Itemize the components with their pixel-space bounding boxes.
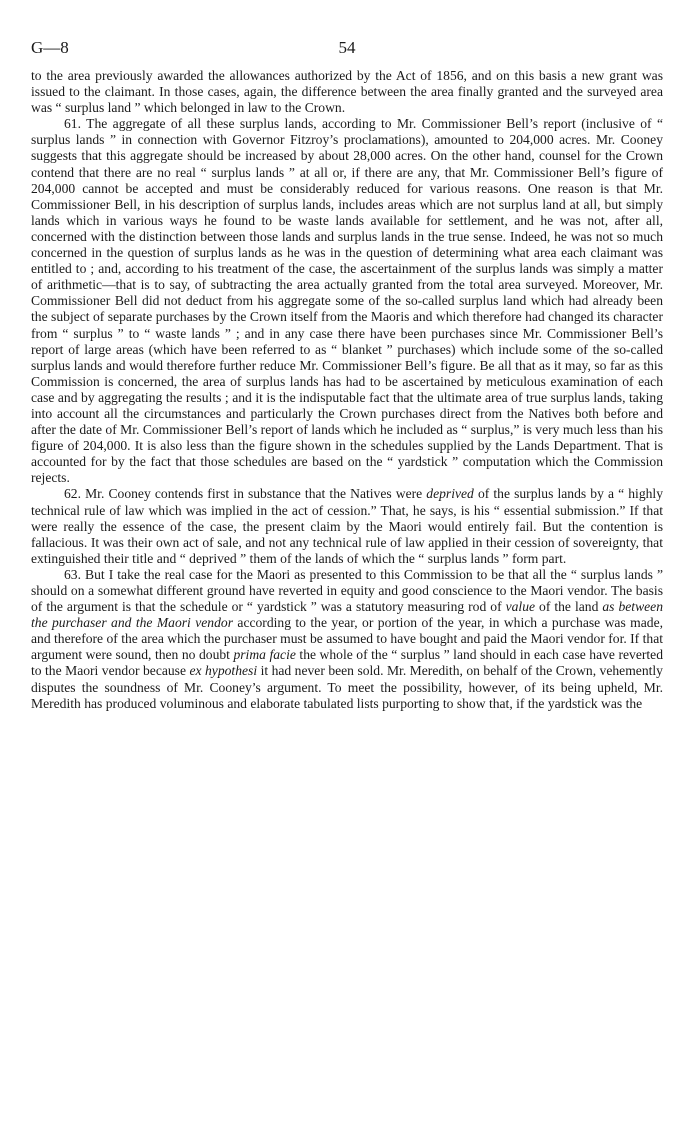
document-code: G—8: [31, 38, 69, 57]
text-run: of the land: [535, 599, 603, 615]
text-run: 62. Mr. Cooney contends first in substance that the Natives were: [64, 486, 427, 502]
paragraph-p61: [31, 116, 663, 486]
page-header: [31, 38, 663, 68]
paragraph-p63: [31, 567, 663, 712]
document-body: [31, 68, 663, 712]
italic-text: deprived: [426, 486, 474, 502]
text-run: according to the year, or portion of the year, in which a purchase was made, and therefore of the area which the purchaser must be assumed to have bought and paid the Maori vendor for. If that argument were sound, then no doubt: [31, 615, 664, 663]
paragraph-p62: [31, 486, 663, 566]
text-run: 61. The aggregate of all these surplus lands, according to Mr. Commissioner Bell’s report (inclusive of “ surplus lands ” in connection with Governor Fitzroy’s proclamations), amounted to 204,000 acres. Mr. Cooney suggests that this aggregate should be increased by about 28,000 acres. On the other hand, counsel for the Crown contend that there are no real “ surplus lands ” at all or, if there are any, that Mr. Commissioner Bell’s figure of 204,000 cannot be accepted and must be considerably reduced for various reasons. One reason is that Mr. Commissioner Bell, in his description of surplus lands, includes areas which are not surplus land at all, but simply lands which in various ways he found to be waste lands available for settlement, and he was not, after all, concerned with the distinction between those lands and surplus lands in the true sense. Indeed, he was not so much concerned in the question of surplus lands as he was in the question of determining what area each claimant was entitled to ; and, according to his treatment of the case, the ascertainment of the surplus lands was simply a matter of arithmetic—that is to say, of subtracting the area actually granted from the total area surveyed. Moreover, Mr. Commissioner Bell did not deduct from his aggregate some of the so-called surplus land which had already been the subject of separate purchases by the Crown itself from the Maoris and which therefore had changed its character from “ surplus ” to “ waste lands ” ; and in any case there have been purchases since Mr. Commissioner Bell’s report of large areas (which have been referred to as “ blanket ” purchases) which include some of the so-called surplus lands and would therefore further reduce Mr. Commissioner Bell’s figure. Be all that as it may, so far as this Commission is concerned, the area of surplus lands has had to be ascertained by meticulous examination of each case and by aggregating the results ; and it is the indisputable fact that the ultimate area of true surplus lands, taking into account all the circumstances and particularly the Crown purchases direct from the Natives both before and after the date of Mr. Commissioner Bell’s report of lands which he included as “ surplus,” is very much less than his figure of 204,000. It is also less than the figure shown in the schedules supplied by the Lands Department. That is accounted for by the fact that those schedules are based on the “ yardstick ” computation which the Commission rejects.: [31, 116, 663, 486]
text-run: the whole of the “ surplus ” land should in each case have reverted to the Maori vendor because: [31, 647, 663, 679]
italic-text: as between the purchaser and the Maori vendor: [31, 599, 663, 631]
page-number: 54: [338, 38, 356, 57]
italic-text: prima facie: [233, 647, 296, 663]
text-run: it had never been sold. Mr. Meredith, on behalf of the Crown, vehemently disputes the soundness of Mr. Cooney’s argument. To meet the possibility, however, of its being upheld, Mr. Meredith has produced voluminous and elaborate tabulated lists purporting to show that, if the yardstick was the: [31, 663, 663, 711]
text-run: to the area previously awarded the allowances authorized by the Act of 1856, and on this basis a new grant was issued to the claimant. In those cases, again, the difference between the area finally granted and the surveyed area was “ surplus land ” which belonged in law to the Crown.: [31, 68, 663, 116]
text-run: 63. But I take the real case for the Maori as presented to this Commission to be that all the “ surplus lands ” should on a somewhat different ground have reverted in equity and good conscience to the Maori vendor. The basis of the argument is that the schedule or “ yardstick ” was a statutory measuring rod of: [31, 566, 663, 615]
text-run: of the surplus lands by a “ highly technical rule of law which was implied in the act of cession.” That, he says, is his “ essential submission.” If that were really the essence of the case, the present claim by the Maori would entirely fail. But the contention is fallacious. It was their own act of sale, and not any technical rule of law applied in their cession of sovereignty, that extinguished their title and “ deprived ” them of the lands of which the “ surplus lands ” form part.: [31, 486, 663, 566]
paragraph-cont: [31, 68, 663, 116]
italic-text: value: [505, 599, 536, 615]
italic-text: ex hypothesi: [189, 663, 258, 679]
